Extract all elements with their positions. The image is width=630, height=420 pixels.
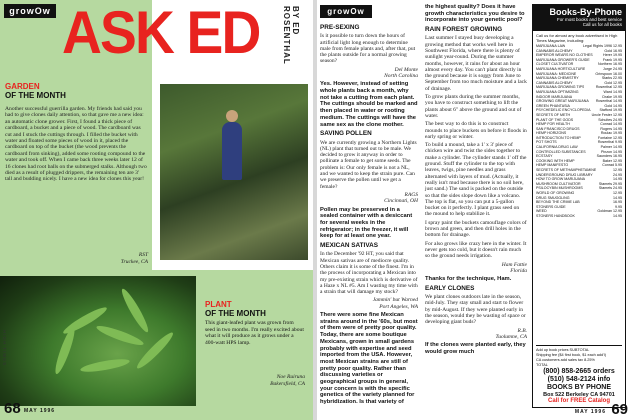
section-heading: RAIN FOREST GROWING bbox=[425, 26, 503, 34]
gardener-figure bbox=[222, 122, 242, 180]
ad-book-list bbox=[536, 44, 622, 219]
book-author-price: Frank 19.95 bbox=[602, 57, 622, 62]
book-title: CANNABIS ALCHEMY bbox=[536, 48, 573, 53]
plant-heading-line1: PLANT bbox=[205, 300, 232, 309]
book-author-price: Roulac 19.95 bbox=[600, 131, 622, 136]
letter-text: For also grows like crazy here in the winter. It never gets too cold, but it doesn't rain much so the ground needs irrigation. bbox=[425, 240, 527, 260]
letter-signature: RAGS Cincinnati, OH bbox=[384, 191, 418, 205]
book-title: POT SHOTS bbox=[536, 140, 557, 145]
plant-photo bbox=[0, 276, 196, 406]
book-author-price: Goldman 12.95 bbox=[597, 209, 622, 214]
ad-body bbox=[533, 31, 625, 221]
book-author-price: Ward 14.95 bbox=[603, 89, 622, 94]
book-author-price: Conrad 5.95 bbox=[602, 163, 622, 168]
book-author-price: Rosenthal 12.95 bbox=[595, 85, 622, 90]
ad-catalog: Call for FREE Catalog bbox=[547, 398, 610, 404]
letter-text: I spray paint the buckets camouflage colors of brown and green, and then drill holes in the bottom for drainage. bbox=[425, 219, 527, 239]
garden-heading-line1: GARDEN bbox=[5, 82, 40, 91]
column-2 bbox=[425, 4, 527, 358]
book-author-price: Gold 14.95 bbox=[604, 103, 622, 108]
book-author-price: Herer 19.95 bbox=[603, 53, 622, 58]
book-title: GROWING GREAT MARIJUANA bbox=[536, 99, 589, 104]
ad-tagline-2: Call us for all books bbox=[582, 22, 622, 27]
book-author-price: 9.95 bbox=[615, 204, 622, 209]
book-title: MARIJUANA HORTICULTURE bbox=[536, 66, 586, 71]
book-title: EMPEROR WEARS NO CLOTHES bbox=[536, 53, 593, 58]
book-author-price: 24.95 bbox=[613, 172, 622, 177]
plant-credit-place: Bakersfield, CA bbox=[270, 380, 305, 387]
book-title: MARIJUANA LAW bbox=[536, 44, 566, 48]
book-title: PSYCHEDELIC ENCYCLOPEDIA bbox=[536, 108, 591, 113]
page-number: 68 bbox=[4, 400, 21, 417]
book-title: MARIJUANA OPTIMIZING bbox=[536, 89, 579, 94]
letter-signature: Ham Fattie Florida bbox=[501, 261, 527, 274]
book-author-price: Rogers 14.95 bbox=[600, 126, 622, 131]
ad-address: Box 522 Berkeley CA 94701 bbox=[543, 391, 615, 398]
book-author-price: Schultes 24.95 bbox=[598, 117, 622, 122]
page-title: ASK ED bbox=[62, 0, 260, 66]
book-title: HEMP FOR HEALTH bbox=[536, 122, 570, 127]
book-author-price: Uncle Fester 12.95 bbox=[591, 112, 622, 117]
issue-date: MAY 1996 bbox=[24, 408, 56, 414]
plant-heading bbox=[205, 300, 266, 318]
garden-heading bbox=[5, 82, 66, 100]
ad-company: BOOKS BY PHONE bbox=[546, 383, 612, 391]
garden-text: Another successful guerrilla garden. My friends had said you had to give clones daily attention, so that gave me a new idea: an automatic clone grower. First, I found a thick piece of cardboard, a bucket and a piece of wood. The cardboard was cut and I stuck the cuttings through. I filled the bucket with water and floated some pieces of wood in it, placed the cardboard on top of the bucket (the wood prevents the cardboard from sinking), added some rooting compound to the water and took off. When I came back three weeks later 12 of 16 clones had root balls on the submerged stalks. Although two died as a result of plugged drippers, the remaining ten are 3' tall and budding nicely. I have a new idea for clones this year! bbox=[5, 106, 147, 183]
book-author-price: Stamets 29.95 bbox=[598, 181, 622, 186]
book-author-price: Pinzon 14.95 bbox=[601, 149, 622, 154]
book-author-price: Conrad 14.95 bbox=[600, 122, 622, 127]
ad-tax: CA customers add sales tax 8.25% bbox=[536, 357, 595, 362]
book-author-price: Northern 16.95 bbox=[598, 62, 622, 67]
letter-text: The best way to do this is to construct mounds to place buckets on before it floods in early spring or winter. bbox=[425, 121, 527, 140]
book-title: GREEN PHANTASIA bbox=[536, 103, 570, 108]
book-author-price: Palmer 14.95 bbox=[600, 145, 622, 150]
book-title: UNDERGROUND DRUG LIBRARY bbox=[536, 172, 593, 177]
answer-text: If the clones were planted early, they would grow much bbox=[425, 342, 526, 355]
book-title: CONTROLLED SUBSTANCES bbox=[536, 149, 586, 154]
answer-text: There were some fine Mexican strains around in the '60s, but most of them were of pretty poor quality. Today, there are some boutique Mexicans, grown in small gardens probably with expertise and seed imported from the USA. However, most Mexican strains are still of pretty poor quality. Rather than discussing varieties or geographical groups in general, your concern is with the specific genetics of the variety planned for hybridization. Is that variety of bbox=[320, 312, 418, 406]
book-title: MARIJUANA CHEMISTRY bbox=[536, 76, 579, 81]
book-author-price: Legal Rights 1996 12.95 bbox=[583, 44, 622, 48]
book-title: WEED bbox=[536, 209, 547, 214]
letter-signature: Jammin' but Warned Port Angeles, WA bbox=[372, 297, 418, 310]
leaf-shape bbox=[80, 357, 131, 375]
plant-credit bbox=[240, 374, 305, 387]
book-author-price: Stamets 24.95 bbox=[598, 186, 622, 191]
book-title: MUSHROOM CULTIVATOR bbox=[536, 181, 581, 186]
answer-text: Pollen may be preserved in a sealed container with a desiccant for several weeks in the refrigerator; in the freezer, it will keep for at least one year. bbox=[320, 206, 413, 240]
book-author-price: 14.95 bbox=[613, 195, 622, 200]
answer-text: Yes. However, instead of setting whole plants back a month, why not take a cutting from each plant. The cuttings should be marked and then placed in water or rooting medium. The cuttings will have the same sex as the clone mother. bbox=[320, 81, 418, 128]
ad-subtotal: Add up book prices SUBTOTAL bbox=[536, 348, 590, 353]
letter-text: Last summer I stayed busy developing a growing method that works well here in Southwest Florida, where there is plenty of sunlight year-round. During the summer months, however, it rains for about an hour almost every day. You can't plant directly in the ground because it is soggy from June to September from too much moisture and a lack of drainage. bbox=[425, 35, 527, 92]
book-title: MARIJUANA GROWING TIPS bbox=[536, 85, 585, 90]
answer-text: the highest quality? Does it have growth characteristics you desire to incorporate into your genetic pool? bbox=[425, 4, 525, 24]
book-author-price: 12.95 bbox=[613, 191, 622, 195]
book-author-price: Stafford 19.95 bbox=[599, 108, 622, 113]
book-author-price: Rosenthal 14.95 bbox=[595, 99, 622, 104]
book-title: STONERS GUIDE bbox=[536, 204, 566, 209]
book-title: MARIJUANA: MEDICINE bbox=[536, 71, 577, 76]
book-title: HEMP MANIFESTO bbox=[536, 163, 569, 168]
leaf-shape bbox=[95, 323, 145, 349]
byline: BY ED ROSENTHAL bbox=[282, 6, 300, 65]
ad-total: TOTAL bbox=[536, 362, 548, 367]
book-title: COOKING WITH HEMP bbox=[536, 158, 575, 163]
ad-footer bbox=[533, 341, 625, 407]
book-author-price: Gold 12.95 bbox=[604, 80, 622, 85]
plant-text: This giant-leafed plant was grown from seed in two months. I'm really excited about what it will produce as it grows under a 400-watt HPS lamp. bbox=[205, 320, 304, 346]
page-number: 69 bbox=[611, 401, 628, 418]
book-title: HEMP HORIZONS bbox=[536, 131, 567, 136]
book-title: BEYOND THE CRIME LAB bbox=[536, 200, 580, 205]
letter-text: We plant clones outdoors late in the season, mid-July. They stay small and start to flower by mid-August. If they were planted early in the season, would they be wasting of space or developing giant buds? bbox=[425, 294, 526, 326]
book-title: ECSTASY bbox=[536, 154, 553, 159]
book-author-price: Saunders 16.95 bbox=[596, 154, 622, 159]
book-title: MARIJUANA GROWER'S GUIDE bbox=[536, 57, 590, 62]
plant-credit-name: Noe Ruiruna bbox=[276, 374, 305, 380]
ad-tagline: For most books and best service bbox=[556, 17, 622, 22]
ad-phone-orders: (800) 858-2665 orders bbox=[543, 367, 615, 375]
book-author-price: Drake 19.95 bbox=[602, 94, 622, 99]
book-title: INTRODUCTION TO HEMP bbox=[536, 135, 581, 140]
book-title: PLANT OF THE GODS bbox=[536, 117, 574, 122]
gardener-head bbox=[226, 110, 238, 122]
ad-order-form bbox=[536, 345, 622, 367]
garden-credit-place: Truckee, CA bbox=[120, 258, 148, 265]
leaf-shape bbox=[119, 287, 152, 335]
ad-book-row bbox=[536, 214, 622, 219]
book-title: CLOSET CULTIVATOR bbox=[536, 62, 574, 67]
book-author-price: 14.95 bbox=[613, 213, 622, 218]
garden-heading-line2: OF THE MONTH bbox=[5, 91, 66, 100]
book-title: CALIFORNIA DRUG LAW bbox=[536, 145, 578, 150]
issue-date: MAY 1996 bbox=[574, 409, 606, 415]
letter-text: To build a mound, take a 1' x 3' piece of chicken wire and twist the sides together to make a cylinder. The cylinder stands 1' off the ground. Stuff the cylinder to the top with leaves, twigs, pine needles and grass alternated with layers of mud. (Actually, it really isn't mud because there is no soil here, just sand.) The sand is packed on the outside so that the sides slope down like a volcano. The top is flat, so you can put a 5-gallon bucket on it perfectly. I plant grass seed on the mound to help stabilize it. bbox=[425, 142, 527, 218]
garden-photo bbox=[160, 84, 308, 260]
book-title: STONERS HANDBOOK bbox=[536, 213, 575, 218]
letter-text: Is it possible to turn down the hours of artificial light long enough to determine male from female plants and, after that, put the plants outside for a normal growing season? bbox=[320, 33, 416, 65]
book-title: DRUG SMUGGLING bbox=[536, 195, 570, 200]
section-heading: SAVING POLLEN bbox=[320, 130, 372, 138]
column-1 bbox=[320, 22, 418, 408]
section-heading: MEXICAN SATIVAS bbox=[320, 242, 378, 250]
ad-shipping: Shipping fee ($4 first book, $1 each add'l) bbox=[536, 353, 606, 358]
book-author-price: Grinspoon 16.00 bbox=[595, 71, 622, 76]
plant-heading-line2: OF THE MONTH bbox=[205, 309, 266, 318]
ad-phone-info: (510) 548-2124 info bbox=[547, 375, 611, 383]
ad-header bbox=[533, 5, 625, 31]
book-author-price: Rosenthal 9.95 bbox=[597, 140, 622, 145]
book-author-price: Gold 16.95 bbox=[604, 48, 622, 53]
letter-signature: R.B. Tuolumne, CA bbox=[495, 327, 527, 340]
leaf-shape bbox=[134, 330, 176, 372]
section-heading: EARLY CLONES bbox=[425, 284, 475, 292]
letter-text: We are currently growing a Northern Lights (NL) plant that turned out to be male. We decided to grow it anyway in order to pollinate a female to get some seeds. The problem is: Our only female is not a NL, and we wanted to keep the strain pure. Can we preserve the pollen until we get a female? bbox=[320, 139, 417, 190]
books-by-phone-ad bbox=[532, 4, 626, 408]
letter-text: In the December '92 HT, you said that Mexican sativas are of mediocre quality. Others claim it is some of the finest. I'm in the process of incorporating a Mexican into my pre-existing strain which is derivative of a Haze x NL #5. Am I wasting my time with a strain that will damage my stock? bbox=[320, 251, 418, 296]
garden-credit-name: RST bbox=[138, 252, 148, 258]
book-title: INDOOR MARIJUANA bbox=[536, 94, 573, 99]
book-author-price: Baker 12.95 bbox=[602, 158, 622, 163]
section-heading: PRE-SEXING bbox=[320, 24, 360, 31]
book-title: SECRETS OF METHAMPHETAMINE bbox=[536, 168, 597, 173]
book-title: CANNABIS ALCHEMY bbox=[536, 80, 573, 85]
book-author-price: Starks 22.95 bbox=[601, 76, 622, 81]
left-page bbox=[0, 0, 313, 420]
book-title: HOW TO GROW MARIJUANA bbox=[536, 177, 585, 182]
book-author-price: 16.95 bbox=[613, 200, 622, 205]
book-author-price: 14.95 bbox=[613, 177, 622, 182]
garden-credit bbox=[80, 252, 148, 265]
answer-text: Thanks for the technique, Ham. bbox=[425, 276, 512, 283]
letter-text: To grow plants during the summer months, you have to construct something to lift the plants about 6" above the ground and out of water. bbox=[425, 94, 522, 119]
magazine-vertical-label: HIGH TIMES bbox=[2, 330, 7, 367]
book-author-price: 12.95 bbox=[613, 168, 622, 173]
book-title: PSILOCYBIN MUSHROOMS bbox=[536, 186, 583, 191]
book-author-price: Fontaine 12.95 bbox=[598, 135, 622, 140]
book-title: SAN FRANCISCO DRUGS bbox=[536, 126, 580, 131]
right-page bbox=[317, 0, 630, 420]
letter-signature: Del Monte North Carolina bbox=[384, 66, 418, 80]
book-author-price: Jorge 24.95 bbox=[603, 66, 622, 71]
ad-title: Books-By-Phone bbox=[549, 7, 622, 17]
grow-logo: growOw bbox=[320, 5, 372, 18]
book-title: SECRETS OF METH bbox=[536, 112, 571, 117]
ad-intro: Call us for almost any book advertised in High Times Magazine, including: bbox=[536, 33, 618, 43]
book-title: WORLD OF GROWING bbox=[536, 191, 575, 195]
grow-logo: growOw bbox=[4, 4, 56, 18]
